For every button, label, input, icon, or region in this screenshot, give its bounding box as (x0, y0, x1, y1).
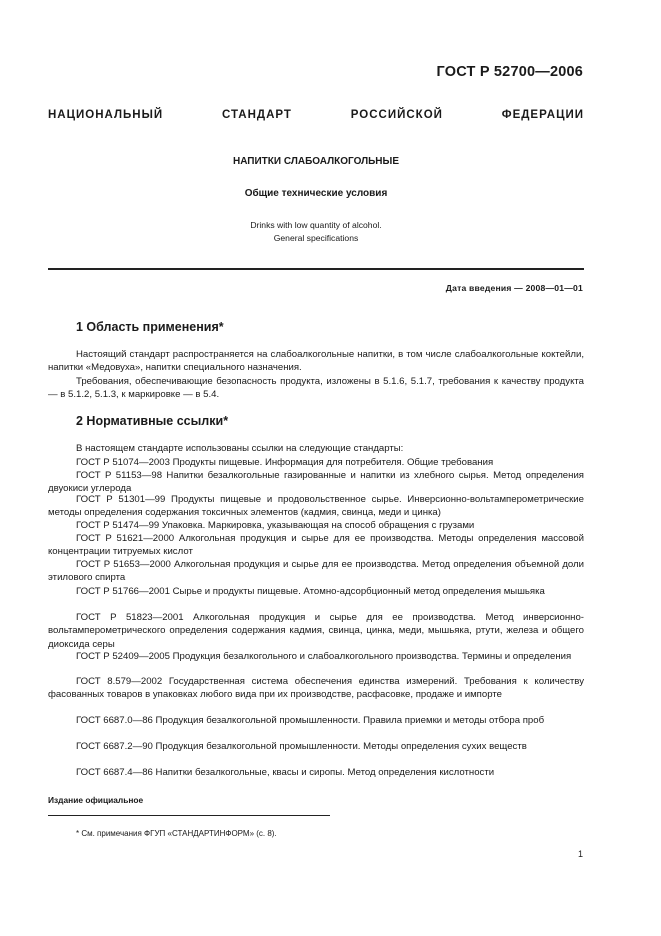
document-title: НАПИТКИ СЛАБОАЛКОГОЛЬНЫЕ (233, 156, 399, 167)
section-1-heading: 1 Область применения* (76, 320, 224, 334)
reference-item: ГОСТ 6687.2—90 Продукция безалкогольной промышленности. Методы определения сухих веществ (76, 741, 527, 752)
reference-item: ГОСТ Р 51621—2000 Алкогольная продукция и сырье для ее производства. Методы определения массовой концентрации титруемых кислот (48, 533, 584, 558)
section-1-paragraph: Требования, обеспечивающие безопасность продукта, изложены в 5.1.6, 5.1.7, требования к качеству продукта — в 5.1.2, 5.1.3, к маркировке — в 5.4. (48, 376, 584, 401)
reference-item: ГОСТ Р 51153—98 Напитки безалкогольные газированные и напитки из хлебного сырья. Метод определения двуокиси углерода (48, 470, 584, 495)
section-2-heading: 2 Нормативные ссылки* (76, 414, 229, 428)
introduction-date: Дата введения — 2008—01—01 (445, 283, 583, 293)
footnote-divider (48, 815, 330, 816)
section-1-paragraph: Настоящий стандарт распространяется на слабоалкогольные напитки, в том числе слабоалкогольные коктейли, напитки «Медовуха», напитки специального назначения. (48, 349, 584, 374)
reference-item: ГОСТ Р 51474—99 Упаковка. Маркировка, указывающая на способ обращения с грузами (76, 520, 475, 531)
reference-item: ГОСТ 8.579—2002 Государственная система обеспечения единства измерений. Требования к количеству фасованных товаров в упаковках любого вида при их производстве, расфасовке, продаже и импорте (48, 676, 584, 701)
page-number: 1 (577, 849, 583, 859)
reference-item: ГОСТ Р 51301—99 Продукты пищевые и продовольственное сырье. Инверсионно-вольтамперометрические методы определения содержания токсичных элементов (кадмия, свинца, меди и цинка) (48, 494, 584, 519)
title-divider (48, 268, 584, 270)
reference-item: ГОСТ 6687.0—86 Продукция безалкогольной промышленности. Правила приемки и методы отбора проб (76, 715, 545, 726)
english-title (48, 219, 584, 244)
reference-item: ГОСТ Р 51766—2001 Сырье и продукты пищевые. Атомно-адсорбционный метод определения мышьяка (76, 586, 545, 597)
reference-intro: В настоящем стандарте использованы ссылки на следующие стандарты: (76, 443, 404, 454)
english-title-line-2: General specifications (273, 232, 359, 243)
reference-item: ГОСТ Р 51074—2003 Продукты пищевые. Информация для потребителя. Общие требования (76, 457, 494, 468)
footnote: * См. примечания ФГУП «СТАНДАРТИНФОРМ» (с. 8). (76, 829, 277, 838)
reference-item: ГОСТ Р 51653—2000 Алкогольная продукция и сырье для ее производства. Метод определения объемной доли этилового спирта (48, 559, 584, 584)
reference-item: ГОСТ Р 51823—2001 Алкогольная продукция и сырье для ее производства. Метод инверсионно-вольтамперометрического определения содержания кадмия, свинца, цинка, меди, мышьяка, ртути, железа и общего диоксида серы (48, 612, 584, 650)
english-title-line-1: Drinks with low quantity of alcohol. (250, 220, 382, 230)
reference-item: ГОСТ Р 52409—2005 Продукция безалкогольного и слабоалкогольного производства. Термины и определения (76, 651, 572, 662)
document-subtitle: Общие технические условия (244, 188, 388, 199)
reference-item: ГОСТ 6687.4—86 Напитки безалкогольные, квасы и сиропы. Метод определения кислотности (76, 767, 495, 778)
national-standard-banner: НАЦИОНАЛЬНЫЙ СТАНДАРТ РОССИЙСКОЙ ФЕДЕРАЦИИ (48, 109, 584, 121)
document-code: ГОСТ Р 52700—2006 (436, 64, 583, 80)
official-edition-label: Издание официальное (48, 795, 144, 805)
